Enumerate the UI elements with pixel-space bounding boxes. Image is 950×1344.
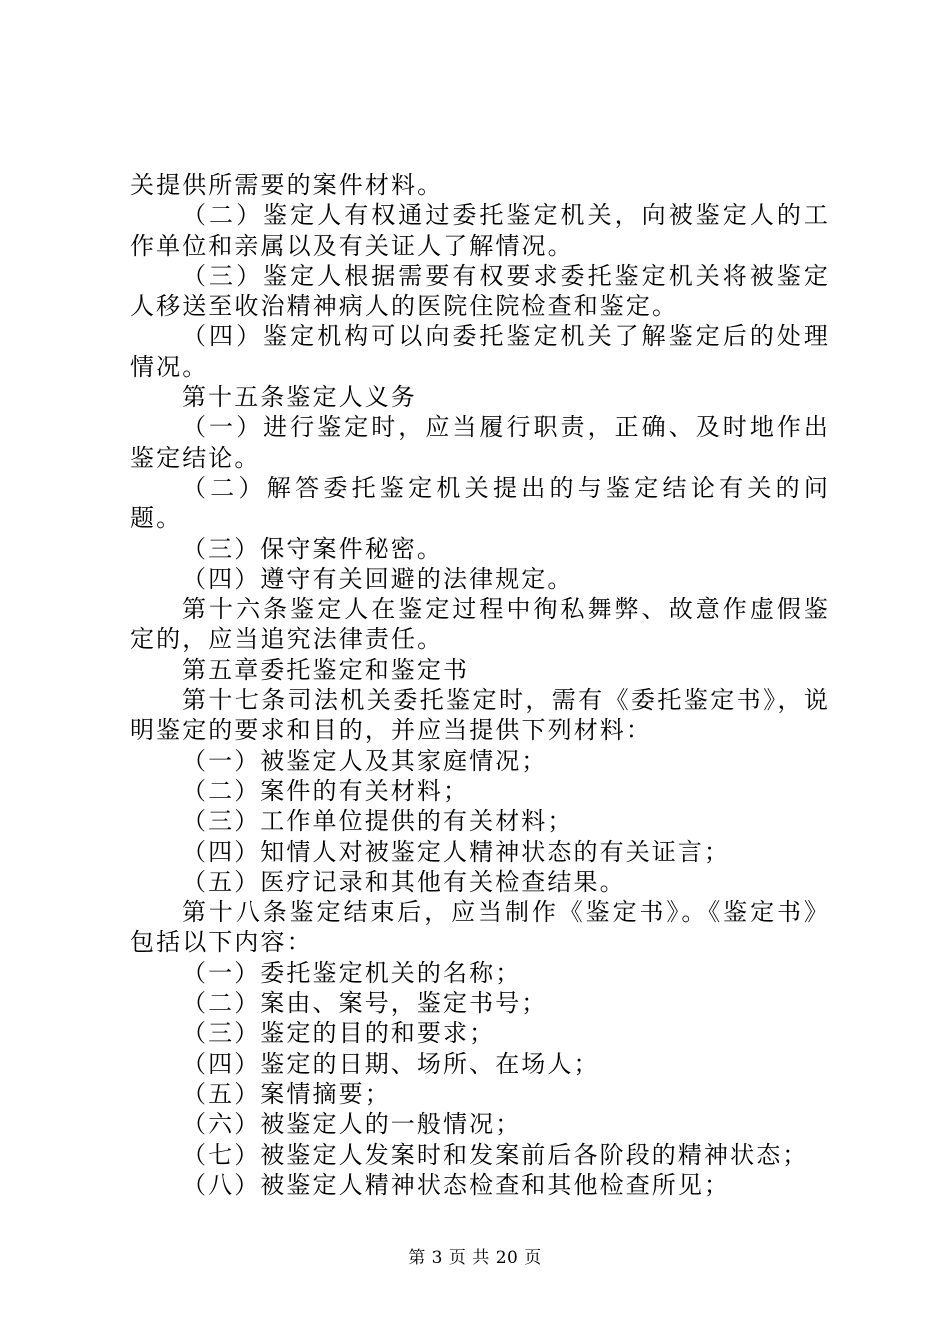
paragraph: （二）鉴定人有权通过委托鉴定机关，向被鉴定人的工作单位和亲属以及有关证人了解情况。 (130, 201, 830, 260)
list-item: （二）案由、案号，鉴定书号； (182, 989, 548, 1018)
paragraph: 第十六条鉴定人在鉴定过程中徇私舞弊、故意作虚假鉴定的，应当追究法律责任。 (130, 595, 830, 654)
paragraph: （三）鉴定人根据需要有权要求委托鉴定机关将被鉴定人移送至收治精神病人的医院住院检查和鉴定。 (130, 261, 830, 321)
list-item: （五）案情摘要； (182, 1079, 391, 1108)
chapter-heading: 第五章委托鉴定和鉴定书 (182, 655, 470, 684)
list-item: （二）案件的有关材料； (182, 776, 470, 805)
list-item: （三）鉴定的目的和要求； (182, 1019, 496, 1048)
paragraph: 第十八条鉴定结束后，应当制作《鉴定书》。《鉴定书》包括以下内容： (130, 898, 830, 957)
list-item: （五）医疗记录和其他有关检查结果。 (182, 867, 626, 896)
paragraph: （四）遵守有关回避的法律规定。 (182, 564, 574, 593)
paragraph: （二）解答委托鉴定机关提出的与鉴定结论有关的问题。 (130, 473, 830, 533)
paragraph: 第十七条司法机关委托鉴定时，需有《委托鉴定书》，说明鉴定的要求和目的，并应当提供下列材料： (130, 686, 830, 745)
paragraph: （一）进行鉴定时，应当履行职责，正确、及时地作出鉴定结论。 (130, 413, 830, 472)
list-item: （四）鉴定的日期、场所、在场人； (182, 1049, 600, 1078)
document-body (130, 170, 830, 1200)
list-item: （六）被鉴定人的一般情况； (182, 1110, 522, 1139)
paragraph: （三）保守案件秘密。 (182, 534, 443, 563)
list-item: （一）被鉴定人及其家庭情况； (182, 746, 548, 775)
list-item: （四）知情人对被鉴定人精神状态的有关证言； (182, 837, 731, 866)
section-heading: 第十五条鉴定人义务 (182, 383, 417, 412)
list-item: （七）被鉴定人发案时和发案前后各阶段的精神状态； (182, 1140, 809, 1169)
paragraph: （四）鉴定机构可以向委托鉴定机关了解鉴定后的处理情况。 (130, 322, 830, 381)
list-item: （三）工作单位提供的有关材料； (182, 807, 574, 836)
list-item: （一）委托鉴定机关的名称； (182, 958, 522, 987)
list-item: （八）被鉴定人精神状态检查和其他检查所见； (182, 1170, 731, 1199)
page-number-footer: 第 3 页 共 20 页 (408, 1248, 542, 1268)
paragraph: 关提供所需要的案件材料。 (130, 171, 444, 199)
